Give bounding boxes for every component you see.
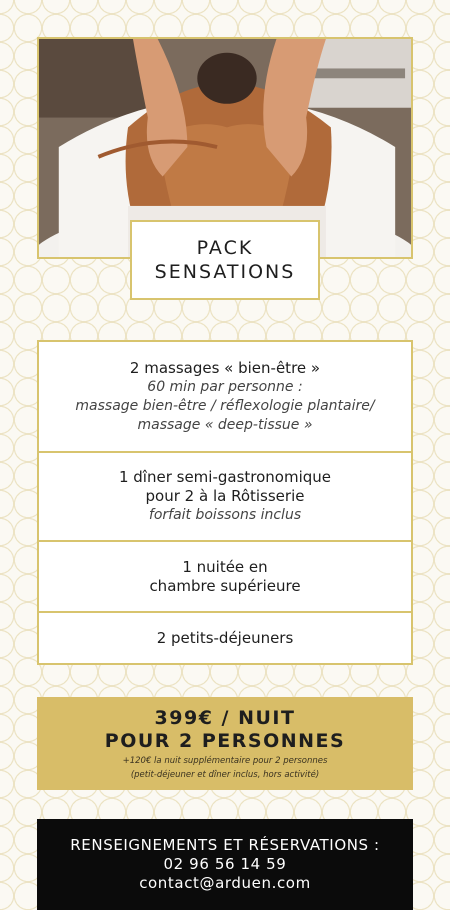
contact-email[interactable]: contact@arduen.com [139,874,311,892]
offer-line: 2 petits-déjeuners [156,628,294,647]
pack-title-line1: PACK [196,237,254,259]
offer-line: 2 massages « bien-être » [129,358,321,377]
offer-detail: 60 min par personne : [147,378,303,395]
contact-heading: RENSEIGNEMENTS ET RÉSERVATIONS : [70,836,380,854]
pack-title-line2: SENSATIONS [154,261,296,283]
price-banner [37,697,413,790]
offer-line: 1 dîner semi-gastronomique [118,468,332,486]
offer-massages [37,340,413,453]
price-note-details: (petit-déjeuner et dîner inclus, hors activité) [130,769,320,780]
offer-night [37,540,413,613]
offer-detail: massage « deep-tissue » [137,416,313,433]
offer-line: pour 2 à la Rôtisserie [145,487,305,505]
price-line2: POUR 2 PERSONNES [104,729,346,752]
price-line1: 399€ / NUIT [154,706,296,729]
offer-line: 1 nuitée en [182,557,268,576]
offer-breakfast [37,611,413,665]
offer-detail: massage bien-être / réflexologie plantaire/ [75,397,375,414]
offer-line: chambre supérieure [149,576,301,595]
contact-phone[interactable]: 02 96 56 14 59 [163,855,287,873]
pack-title [130,220,320,300]
offer-dinner [37,451,413,542]
contact-footer [37,819,413,910]
offer-detail: forfait boissons inclus [148,507,302,523]
offer-list [37,340,413,665]
price-note: +120€ la nuit supplémentaire pour 2 personnes [122,755,328,766]
